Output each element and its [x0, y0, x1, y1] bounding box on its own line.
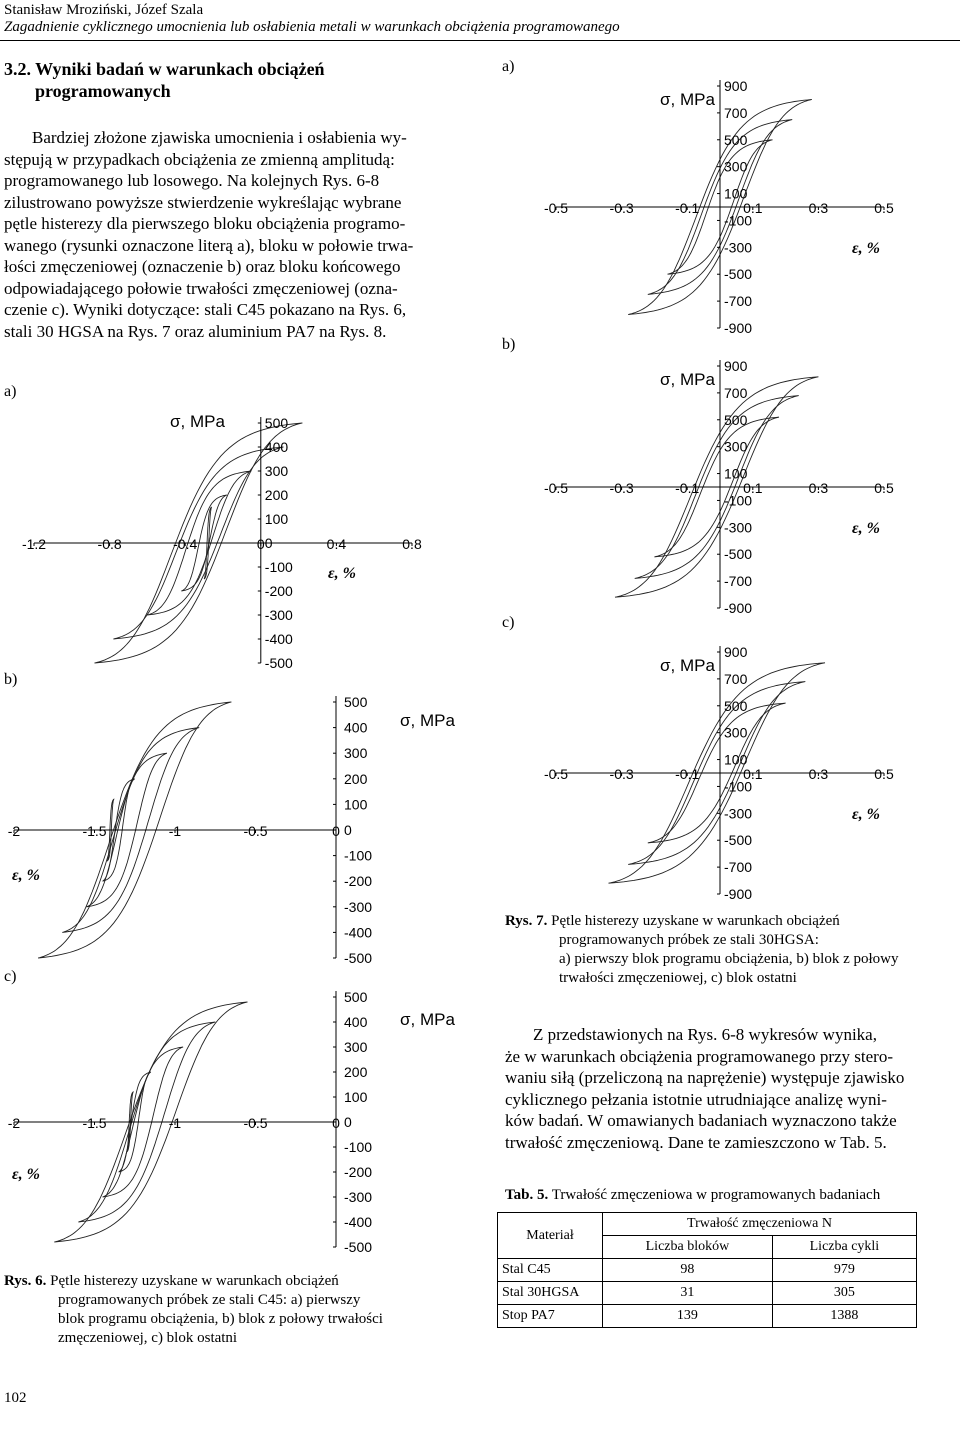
x-tick-label: 0 — [332, 1115, 340, 1131]
y-tick-label: 900 — [724, 78, 748, 94]
table-cell-blocks: 139 — [603, 1305, 773, 1328]
paragraph-line: łości zmęczeniowej (oznaczenie b) oraz bloku końcowego — [4, 257, 401, 276]
y-tick-label: -300 — [344, 1189, 373, 1205]
paragraph-line: stali 30 HGSA na Rys. 7 oraz aluminium PA7 na Rys. 8. — [4, 321, 387, 341]
x-tick-label: 0.3 — [808, 480, 829, 496]
y-tick-label: 500 — [344, 989, 368, 1005]
section-heading — [4, 58, 474, 102]
y-tick-label: -200 — [264, 583, 293, 599]
fig6-caption — [4, 1272, 464, 1348]
table-row — [498, 1282, 917, 1305]
y-tick-label: -300 — [344, 898, 373, 915]
paragraph-line: że w warunkach obciążenia programowanego przy stero- — [505, 1046, 893, 1066]
y-tick-label: -900 — [724, 886, 753, 902]
y-tick-label: -500 — [344, 950, 373, 966]
paragraph-line: stępują w przypadkach obciążenia ze zmienną amplitudą: — [4, 149, 395, 169]
x-tick-label: -0.5 — [543, 766, 569, 782]
y-tick-label: 0 — [344, 1114, 352, 1130]
paragraph-line: odpowiadającego połowie trwałości zmęczeniowej (ozna- — [4, 278, 398, 298]
paragraph-line: programowanego lub losowego. Na kolejnych Rys. 6-8 — [4, 171, 380, 190]
fig6-caption-label: Rys. 6. — [4, 1273, 47, 1289]
y-axis-label — [400, 1010, 455, 1029]
y-tick-label: 400 — [264, 439, 289, 455]
y-tick-label: -300 — [724, 519, 753, 536]
y-tick-label: -500 — [724, 546, 753, 563]
y-tick-label: -700 — [724, 859, 753, 876]
x-tick-label: -0.3 — [609, 200, 634, 216]
y-tick-label: -300 — [724, 239, 753, 256]
table-row — [498, 1305, 917, 1328]
page-number: 102 — [4, 1390, 27, 1406]
table-row — [498, 1259, 917, 1282]
y-axis-label — [660, 90, 715, 109]
y-axis-label-symbol: σ — [400, 711, 411, 730]
y-tick-label: -300 — [724, 805, 753, 822]
paragraph-line: waniu siłą (przeliczoną na naprężenie) występuje zjawisko — [505, 1068, 905, 1087]
table-cell-blocks: 31 — [603, 1282, 773, 1305]
x-tick-label: 0.1 — [743, 480, 763, 496]
y-tick-label: -500 — [724, 832, 753, 849]
y-tick-label: 100 — [724, 465, 748, 482]
table-cell-material: Stop PA7 — [498, 1305, 603, 1328]
fig7a-chart — [520, 70, 960, 340]
x-tick-label: 0.5 — [874, 200, 894, 216]
x-tick-label: 0.4 — [326, 536, 347, 552]
x-axis-label: ε, % — [852, 240, 880, 257]
y-tick-label: -500 — [264, 655, 293, 671]
fig6c-chart — [0, 985, 470, 1265]
paragraph-line: Bardziej złożone zjawiska umocnienia i osłabienia wy- — [32, 128, 407, 147]
fig7a-label: a) — [502, 58, 515, 75]
header-title: Zagadnienie cyklicznego umocnienia lub osłabienia metali w warunkach obciążenia programowanego — [4, 19, 620, 35]
x-tick-label: -0.4 — [173, 536, 198, 552]
y-tick-label: 400 — [344, 719, 368, 736]
x-tick-label: -0.5 — [543, 480, 569, 496]
x-tick-label: -2 — [7, 1115, 21, 1131]
fig7c-label: c) — [502, 614, 515, 631]
y-tick-label: 900 — [724, 358, 748, 374]
x-axis-label: ε, % — [852, 806, 880, 823]
y-tick-label: 300 — [264, 463, 289, 479]
y-tick-label: -200 — [344, 1164, 373, 1180]
fig6a-chart — [0, 395, 470, 685]
table-cell-material: Stal 30HGSA — [498, 1282, 603, 1305]
y-axis-label — [170, 412, 225, 431]
x-tick-label: -1.5 — [82, 1115, 107, 1131]
x-tick-label: -0.1 — [675, 766, 700, 782]
y-tick-label: 900 — [724, 644, 748, 660]
y-axis-label-unit: , MPa — [410, 711, 455, 730]
y-tick-label: 500 — [264, 415, 289, 431]
y-tick-label: -100 — [344, 847, 373, 864]
y-tick-label: 700 — [724, 104, 748, 121]
y-tick-label: -100 — [724, 212, 753, 229]
y-axis-label-unit: , MPa — [670, 90, 715, 109]
table5-header-life: Trwałość zmęczeniowa N — [603, 1213, 917, 1236]
x-tick-label: -2 — [7, 823, 21, 839]
y-tick-label: 0 — [344, 822, 352, 838]
x-tick-label: -1.2 — [21, 536, 47, 552]
table5-title: Trwałość zmęczeniowa w programowanych badaniach — [551, 1187, 881, 1203]
fig6b-chart — [0, 690, 470, 972]
x-tick-label: -0.5 — [243, 823, 268, 839]
y-tick-label: 100 — [724, 185, 748, 202]
caption-line: trwałości zmęczeniowej, c) blok ostatni — [559, 970, 797, 986]
caption-line: programowanych próbek ze stali C45: a) pierwszy — [58, 1292, 361, 1308]
y-tick-label: -700 — [724, 293, 753, 310]
y-axis-label — [400, 711, 455, 730]
y-tick-label: -100 — [724, 492, 753, 509]
x-tick-label: -1.5 — [82, 823, 107, 839]
caption-line: blok programu obciążenia, b) blok z połowy trwałości — [58, 1311, 383, 1327]
caption-line: Pętle histerezy uzyskane w warunkach obciążeń — [551, 913, 840, 929]
y-tick-label: -100 — [724, 778, 753, 795]
y-tick-label: 400 — [344, 1014, 368, 1030]
y-tick-label: 500 — [724, 411, 748, 428]
table5-header-blocks: Liczba bloków — [603, 1236, 773, 1259]
y-axis-label-symbol: σ — [660, 90, 671, 109]
y-axis-label-symbol: σ — [660, 656, 671, 675]
table-cell-cycles: 305 — [772, 1282, 916, 1305]
x-tick-label: 0.5 — [874, 480, 894, 496]
y-axis-label-symbol: σ — [400, 1010, 411, 1029]
y-tick-label: -700 — [724, 573, 753, 590]
paragraph-line: pętle histerezy dla pierwszego bloku obciążenia programo- — [4, 214, 406, 233]
y-tick-label: 200 — [344, 1064, 368, 1080]
x-tick-label: -0.5 — [543, 200, 569, 216]
x-tick-label: -1 — [168, 823, 182, 839]
x-tick-label: 0.3 — [808, 200, 829, 216]
y-axis-label-unit: , MPa — [670, 656, 715, 675]
y-tick-label: -100 — [264, 559, 293, 575]
x-tick-label: -0.1 — [675, 480, 700, 496]
y-axis-label-unit: , MPa — [410, 1010, 455, 1029]
y-tick-label: -200 — [344, 873, 373, 890]
fig7b-chart — [520, 350, 960, 620]
x-axis-label: ε, % — [12, 867, 40, 884]
table-cell-cycles: 979 — [772, 1259, 916, 1282]
caption-line: Pętle histerezy uzyskane w warunkach obciążeń — [50, 1273, 339, 1289]
paragraph-2 — [505, 1024, 952, 1153]
x-axis-label: ε, % — [852, 520, 880, 537]
y-axis-label-symbol: σ — [170, 412, 181, 431]
caption-line: a) pierwszy blok programu obciążenia, b) blok z połowy — [559, 951, 899, 967]
x-axis-label: ε, % — [328, 565, 356, 582]
x-tick-label: -0.8 — [97, 536, 122, 552]
fig7c-chart — [520, 636, 960, 906]
y-axis-label-unit: , MPa — [180, 412, 225, 431]
y-axis-label — [660, 656, 715, 675]
fig6c-label: c) — [4, 968, 17, 985]
y-tick-label: -400 — [264, 631, 293, 647]
y-tick-label: 500 — [344, 694, 368, 710]
y-tick-label: -300 — [264, 607, 293, 623]
caption-line: zmęczeniowej, c) blok ostatni — [58, 1330, 238, 1346]
x-tick-label: -0.1 — [675, 200, 700, 216]
fig7b-label: b) — [502, 336, 516, 353]
x-tick-label: -0.3 — [609, 766, 634, 782]
y-tick-label: 500 — [724, 697, 748, 714]
x-tick-label: 0 — [256, 536, 265, 552]
header-rule — [0, 40, 960, 41]
y-tick-label: 700 — [724, 670, 748, 687]
y-tick-label: 300 — [724, 724, 748, 741]
table5-label: Tab. 5. — [505, 1187, 549, 1203]
fig6b-label: b) — [4, 671, 18, 688]
table5-caption — [505, 1186, 880, 1205]
y-tick-label: 300 — [724, 158, 748, 175]
x-tick-label: 0.1 — [743, 200, 763, 216]
y-axis-label-unit: , MPa — [670, 370, 715, 389]
fig7-caption-label: Rys. 7. — [505, 913, 548, 929]
table5-header-material: Materiał — [498, 1213, 603, 1259]
caption-line: programowanych próbek ze stali 30HGSA: — [559, 932, 819, 948]
x-tick-label: 0.8 — [402, 536, 422, 552]
table5-header-cycles: Liczba cykli — [772, 1236, 916, 1259]
section-heading-line1: 3.2. Wyniki badań w warunkach obciążeń — [4, 59, 325, 79]
paragraph-line: Z przedstawionych na Rys. 6-8 wykresów wynika, — [533, 1025, 877, 1044]
y-tick-label: 300 — [724, 438, 748, 455]
fig7-caption — [505, 912, 955, 988]
x-tick-label: 0.3 — [808, 766, 829, 782]
y-tick-label: -400 — [344, 924, 373, 941]
x-tick-label: 0 — [332, 823, 340, 839]
section-heading-line2: programowanych — [35, 81, 171, 101]
y-tick-label: 500 — [724, 131, 748, 148]
x-tick-label: -0.3 — [609, 480, 634, 496]
y-tick-label: -900 — [724, 320, 753, 336]
y-tick-label: -500 — [344, 1239, 373, 1255]
y-tick-label: 100 — [344, 796, 368, 813]
table-cell-material: Stal C45 — [498, 1259, 603, 1282]
y-tick-label: 200 — [264, 487, 289, 503]
y-tick-label: -500 — [724, 266, 753, 283]
header-authors: Stanisław Mroziński, Józef Szala — [4, 2, 204, 18]
y-tick-label: 100 — [264, 511, 289, 527]
y-axis-label — [660, 370, 715, 389]
table5 — [497, 1212, 917, 1328]
paragraph-line: czenie c). Wyniki dotyczące: stali C45 pokazano na Rys. 6, — [4, 300, 407, 319]
paragraph-line: zilustrowano powyższe stwierdzenie wykreślając wybrane — [4, 192, 402, 212]
y-tick-label: 0 — [264, 535, 273, 551]
table-cell-blocks: 98 — [603, 1259, 773, 1282]
y-axis-label-symbol: σ — [660, 370, 671, 389]
paragraph-line: cyklicznego pełzania istotnie utrudniające analizę wyni- — [505, 1089, 887, 1109]
y-tick-label: 300 — [344, 1039, 368, 1055]
y-tick-label: 200 — [344, 770, 368, 787]
paragraph-line: ków badań. W omawianych badaniach wyznaczono także — [505, 1111, 897, 1130]
y-tick-label: 300 — [344, 745, 368, 762]
y-tick-label: -100 — [344, 1139, 373, 1155]
x-tick-label: -0.5 — [243, 1115, 268, 1131]
fig6a-label: a) — [4, 383, 17, 400]
x-axis-label: ε, % — [12, 1166, 40, 1183]
y-tick-label: 100 — [344, 1089, 368, 1105]
y-tick-label: 100 — [724, 751, 748, 768]
x-tick-label: -1 — [168, 1115, 182, 1131]
y-tick-label: -900 — [724, 600, 753, 616]
table-cell-cycles: 1388 — [772, 1305, 916, 1328]
y-tick-label: -400 — [344, 1214, 373, 1230]
paragraph-line: wanego (rysunki oznaczone literą a), bloku w połowie trwa- — [4, 235, 414, 255]
y-tick-label: 700 — [724, 384, 748, 401]
x-tick-label: 0.1 — [743, 766, 763, 782]
x-tick-label: 0.5 — [874, 766, 894, 782]
paragraph-1 — [4, 127, 451, 342]
paragraph-line: trwałość zmęczeniową. Dane te zamieszczono w Tab. 5. — [505, 1132, 887, 1152]
